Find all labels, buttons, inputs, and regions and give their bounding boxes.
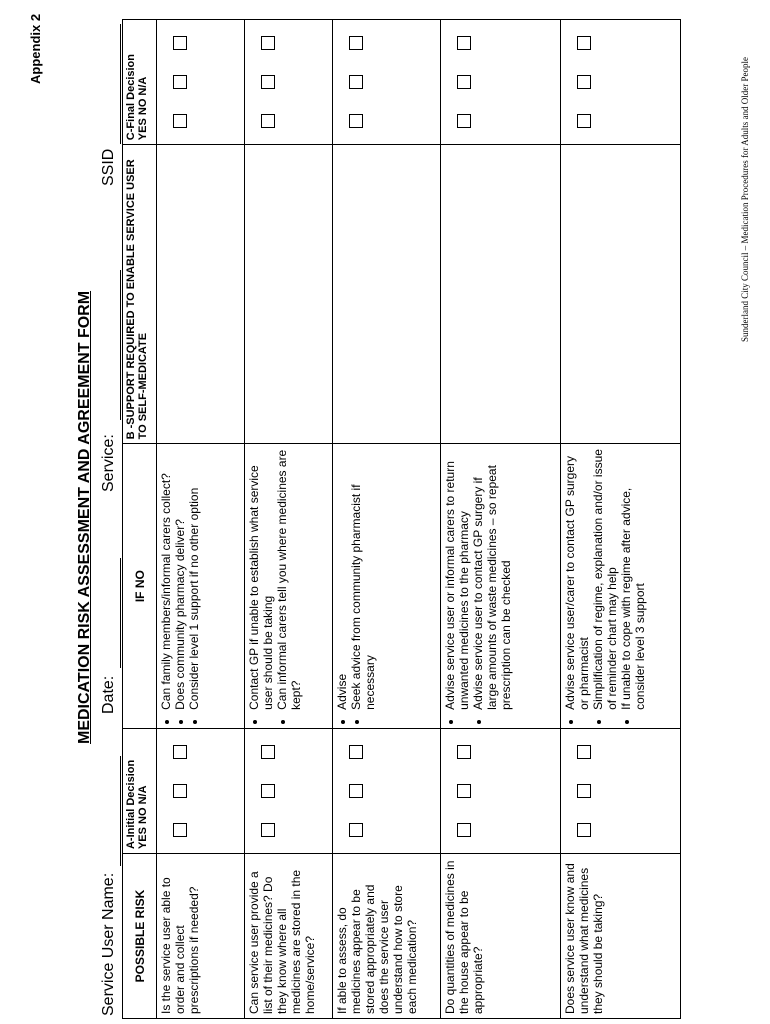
initial-yes-checkbox[interactable] xyxy=(457,823,471,837)
final-yes-checkbox[interactable] xyxy=(173,114,187,128)
if-no-cell xyxy=(333,444,441,728)
if-no-cell xyxy=(157,444,245,728)
final-checkbox-group xyxy=(563,24,591,140)
if-no-item: • Contact GP if unable to establish what service user should be taking xyxy=(247,448,275,709)
initial-na-checkbox[interactable] xyxy=(261,745,275,759)
if-no-cell xyxy=(561,444,681,728)
initial-na-checkbox[interactable] xyxy=(173,745,187,759)
if-no-item: • Can informal carers tell you where medicines are kept? xyxy=(275,448,303,709)
initial-yes-checkbox[interactable] xyxy=(173,823,187,837)
col-initial-decision xyxy=(123,728,157,853)
possible-risk-cell: Do quantities of medicines in the house appear to be appropriate? xyxy=(441,854,561,1019)
final-checkbox-group xyxy=(443,24,471,140)
service-user-name-label: Service User Name: xyxy=(100,872,117,1016)
if-no-item: • Simplification of regime, explanation and/or issue of reminder chart may help xyxy=(591,448,619,709)
table-row xyxy=(245,20,333,1019)
risk-assessment-table xyxy=(122,19,681,1019)
support-required-cell[interactable] xyxy=(333,145,441,444)
initial-yes-checkbox[interactable] xyxy=(577,823,591,837)
col-final-title: C-Final Decision xyxy=(125,54,137,141)
initial-yes-checkbox[interactable] xyxy=(349,823,363,837)
service-field[interactable] xyxy=(120,270,121,420)
final-decision-cell xyxy=(441,20,561,145)
final-na-checkbox[interactable] xyxy=(349,36,363,50)
final-no-checkbox[interactable] xyxy=(457,75,471,89)
col-final-decision xyxy=(123,20,157,145)
if-no-item: • Can family members/informal carers collect? xyxy=(159,448,173,709)
date-field[interactable] xyxy=(120,558,121,668)
final-decision-cell xyxy=(245,20,333,145)
ssid-field[interactable] xyxy=(120,24,121,144)
table-row xyxy=(441,20,561,1019)
final-no-checkbox[interactable] xyxy=(577,75,591,89)
initial-no-checkbox[interactable] xyxy=(349,784,363,798)
initial-no-checkbox[interactable] xyxy=(457,784,471,798)
service-label: Service: xyxy=(100,434,117,492)
possible-risk-cell: Is the service user able to order and collect prescriptions if needed? xyxy=(157,854,245,1019)
if-no-item: • Advise service user/carer to contact GP surgery or pharmacist xyxy=(563,448,591,709)
final-no-checkbox[interactable] xyxy=(173,75,187,89)
initial-decision-cell xyxy=(245,728,333,853)
service-user-name-field[interactable] xyxy=(120,756,121,866)
final-decision-cell xyxy=(561,20,681,145)
final-decision-cell xyxy=(157,20,245,145)
initial-checkbox-group xyxy=(335,733,363,849)
final-no-checkbox[interactable] xyxy=(261,75,275,89)
if-no-list xyxy=(247,448,303,723)
footer-text: Sunderland City Council – Medication Procedures for Adults and Older People xyxy=(740,57,750,342)
if-no-list xyxy=(563,448,647,723)
support-required-cell[interactable] xyxy=(157,145,245,444)
possible-risk-cell: Does service user know and understand what medicines they should be taking? xyxy=(561,854,681,1019)
initial-decision-cell xyxy=(157,728,245,853)
date-label: Date: xyxy=(100,675,117,714)
page-title: MEDICATION RISK ASSESSMENT AND AGREEMENT FORM xyxy=(76,290,93,744)
initial-decision-cell xyxy=(333,728,441,853)
support-required-cell[interactable] xyxy=(245,145,333,444)
final-checkbox-group xyxy=(335,24,363,140)
initial-checkbox-group xyxy=(247,733,275,849)
appendix-label: Appendix 2 xyxy=(28,13,43,84)
final-yes-checkbox[interactable] xyxy=(349,114,363,128)
final-na-checkbox[interactable] xyxy=(261,36,275,50)
initial-no-checkbox[interactable] xyxy=(261,784,275,798)
table-row xyxy=(561,20,681,1019)
final-checkbox-group xyxy=(159,24,187,140)
final-na-checkbox[interactable] xyxy=(457,36,471,50)
col-initial-options: YES NO N/A xyxy=(137,785,149,850)
final-decision-cell xyxy=(333,20,441,145)
initial-checkbox-group xyxy=(159,733,187,849)
ssid-label: SSID xyxy=(100,148,117,186)
initial-decision-cell xyxy=(441,728,561,853)
col-initial-title: A-Initial Decision xyxy=(125,759,137,850)
initial-no-checkbox[interactable] xyxy=(577,784,591,798)
final-na-checkbox[interactable] xyxy=(577,36,591,50)
initial-decision-cell xyxy=(561,728,681,853)
final-yes-checkbox[interactable] xyxy=(457,114,471,128)
if-no-list xyxy=(159,448,201,723)
final-yes-checkbox[interactable] xyxy=(261,114,275,128)
initial-no-checkbox[interactable] xyxy=(173,784,187,798)
if-no-cell xyxy=(245,444,333,728)
final-yes-checkbox[interactable] xyxy=(577,114,591,128)
initial-na-checkbox[interactable] xyxy=(577,745,591,759)
possible-risk-cell: If able to assess, do medicines appear to be stored appropriately and does the service user understand how to store each medication? xyxy=(333,854,441,1019)
if-no-item: • Advise service user to contact GP surgery if large amounts of waste medicines – so repeat prescription can be checked xyxy=(471,448,513,709)
possible-risk-cell: Can service user provide a list of their medicines? Do they know where all medicines are stored in the home/service? xyxy=(245,854,333,1019)
col-final-options: YES NO N/A xyxy=(137,76,149,141)
final-na-checkbox[interactable] xyxy=(173,36,187,50)
initial-yes-checkbox[interactable] xyxy=(261,823,275,837)
table-row xyxy=(157,20,245,1019)
col-support-required: B -SUPPORT REQUIRED TO ENABLE SERVICE USER TO SELF-MEDICATE xyxy=(123,145,157,444)
initial-na-checkbox[interactable] xyxy=(349,745,363,759)
if-no-item: • Does community pharmacy deliver? xyxy=(173,448,187,709)
if-no-item: • Consider level 1 support if no other option xyxy=(187,448,201,709)
initial-na-checkbox[interactable] xyxy=(457,745,471,759)
if-no-cell xyxy=(441,444,561,728)
support-required-cell[interactable] xyxy=(441,145,561,444)
if-no-item: • Advise xyxy=(335,448,349,709)
table-row xyxy=(333,20,441,1019)
initial-checkbox-group xyxy=(563,733,591,849)
if-no-item: • Seek advice from community pharmacist if necessary xyxy=(349,448,377,709)
col-possible-risk: POSSIBLE RISK xyxy=(123,854,157,1019)
final-checkbox-group xyxy=(247,24,275,140)
col-if-no: IF NO xyxy=(123,444,157,728)
final-no-checkbox[interactable] xyxy=(349,75,363,89)
initial-checkbox-group xyxy=(443,733,471,849)
if-no-item: • If unable to cope with regime after advice, consider level 3 support xyxy=(619,448,647,709)
support-required-cell[interactable] xyxy=(561,145,681,444)
if-no-list xyxy=(335,448,377,723)
if-no-item: • Advise service user or informal carers to return unwanted medicines to the pharmacy xyxy=(443,448,471,709)
if-no-list xyxy=(443,448,513,723)
